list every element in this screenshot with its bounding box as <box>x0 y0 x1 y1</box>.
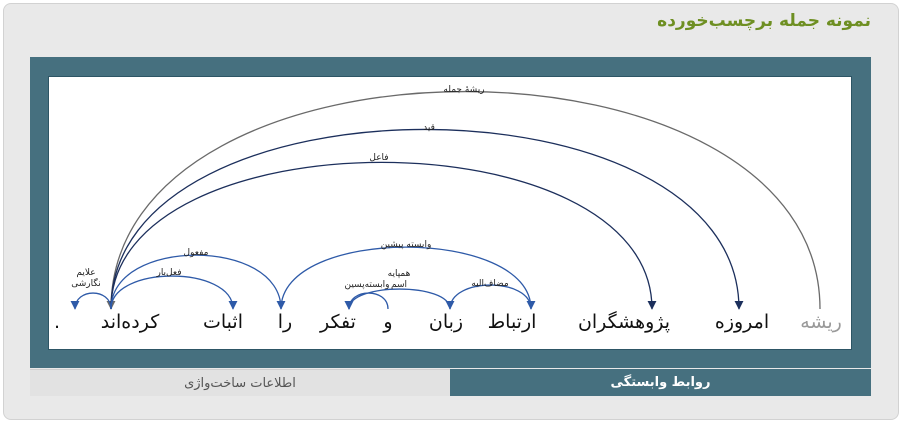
word-token: ارتباط <box>487 311 537 333</box>
arc-label: ریشهٔ جمله <box>443 85 485 95</box>
dependency-arc <box>349 293 388 309</box>
card-title: نمونه جمله برچسب‌خورده <box>657 11 871 31</box>
dependency-arc <box>75 293 111 309</box>
dependency-tree-diagram <box>49 77 853 351</box>
arc-label: وابسته پیشین <box>380 240 432 250</box>
arc-label: مضاف‌الیه <box>471 279 509 289</box>
arcs-layer <box>71 85 820 309</box>
word-token: و <box>383 311 393 333</box>
arc-label: همپایه اسم <box>387 269 411 290</box>
word-token: را <box>277 311 293 333</box>
word-token: پژوهشگران <box>577 311 671 333</box>
tab-morphological-info[interactable]: اطلاعات ساخت‌واژی <box>30 369 450 396</box>
word-token: زبان <box>428 311 464 333</box>
diagram-panel <box>30 57 871 368</box>
dependency-canvas <box>48 76 852 350</box>
dependency-arc <box>111 129 739 309</box>
word-token: ریشه <box>800 311 842 333</box>
arc-label: وابسته‌پسین <box>344 280 390 290</box>
arc-label: علایم نگارشی <box>71 268 101 289</box>
arc-label: مفعول <box>183 248 209 258</box>
dependency-arc <box>111 276 233 309</box>
arc-label: قید <box>423 123 435 133</box>
words-layer <box>54 310 842 333</box>
dependency-arc <box>111 92 820 309</box>
word-token: اثبات <box>203 311 243 333</box>
arc-label: فعل‌یار <box>156 268 182 278</box>
word-token: امروزه <box>714 311 770 333</box>
tab-dependency-relations[interactable]: روابط وابستگی <box>450 369 871 396</box>
word-token: تفکر <box>320 311 356 333</box>
word-token: کرده‌اند <box>100 311 160 333</box>
arc-label: فاعل <box>369 153 389 163</box>
dependency-arc <box>349 289 450 309</box>
word-token: . <box>53 311 61 333</box>
